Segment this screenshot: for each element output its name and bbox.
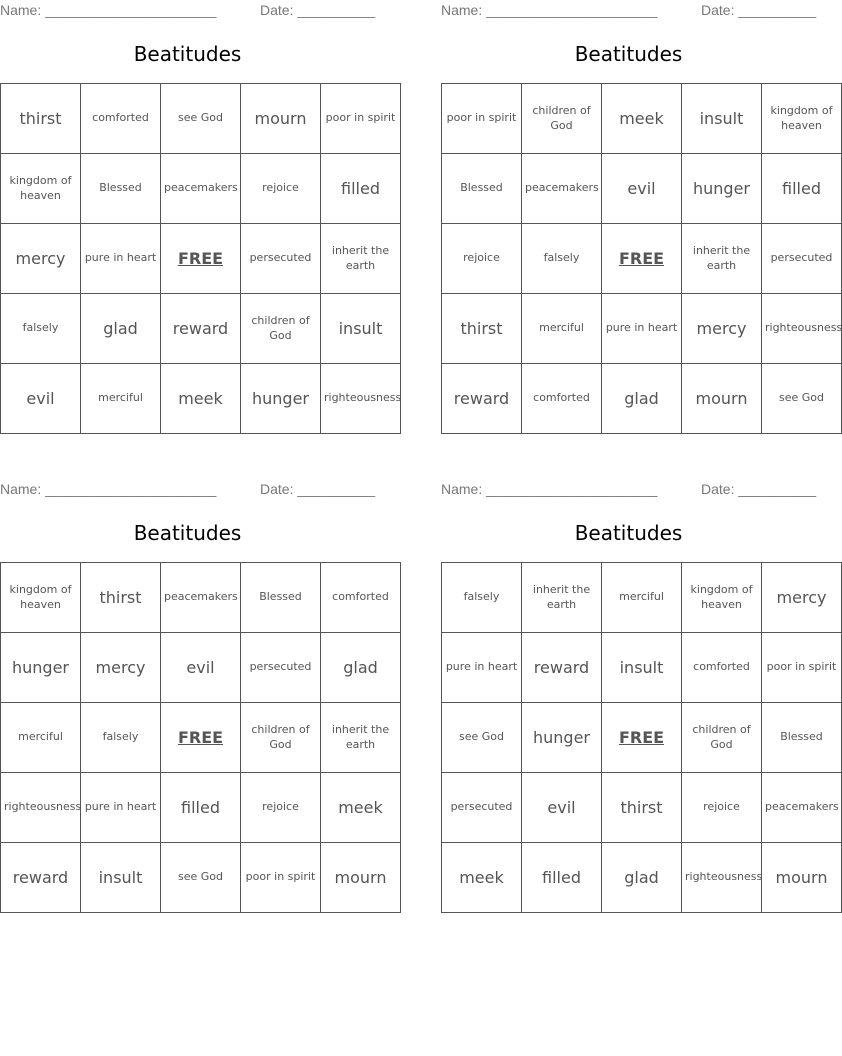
free-space[interactable]: FREE <box>161 224 241 294</box>
bingo-cell[interactable]: mourn <box>321 843 401 913</box>
bingo-cell[interactable]: mourn <box>762 843 842 913</box>
bingo-cell[interactable]: comforted <box>81 84 161 154</box>
bingo-cell[interactable]: filled <box>522 843 602 913</box>
bingo-cell[interactable]: peacemakers <box>161 154 241 224</box>
bingo-cell[interactable]: see God <box>762 364 842 434</box>
bingo-cell[interactable]: meek <box>161 364 241 434</box>
grid-row <box>442 84 842 154</box>
grid-row <box>442 703 842 773</box>
bingo-cell[interactable]: poor in spirit <box>321 84 401 154</box>
bingo-cell[interactable]: mercy <box>762 563 842 633</box>
bingo-cell[interactable]: poor in spirit <box>241 843 321 913</box>
bingo-cell[interactable]: falsely <box>522 224 602 294</box>
bingo-cell[interactable]: Blessed <box>762 703 842 773</box>
bingo-cell[interactable]: pure in heart <box>442 633 522 703</box>
bingo-cell[interactable]: filled <box>161 773 241 843</box>
bingo-cell[interactable]: children of God <box>682 703 762 773</box>
bingo-cell[interactable]: glad <box>602 843 682 913</box>
bingo-cell[interactable]: persecuted <box>442 773 522 843</box>
bingo-cell[interactable]: meek <box>602 84 682 154</box>
date-field[interactable]: Date: __________ <box>260 481 376 497</box>
grid-row <box>1 224 401 294</box>
grid-row <box>1 84 401 154</box>
bingo-cell[interactable]: evil <box>1 364 81 434</box>
bingo-cell[interactable]: peacemakers <box>161 563 241 633</box>
bingo-cell[interactable]: Blessed <box>442 154 522 224</box>
bingo-grid <box>0 562 401 913</box>
grid-row <box>442 563 842 633</box>
date-field[interactable]: Date: __________ <box>701 2 817 18</box>
grid-row <box>1 633 401 703</box>
bingo-cell[interactable]: reward <box>161 294 241 364</box>
name-field[interactable]: Name: ______________________ <box>0 481 217 497</box>
bingo-cell[interactable]: falsely <box>442 563 522 633</box>
bingo-cell[interactable]: kingdom of heaven <box>682 563 762 633</box>
bingo-cell[interactable]: see God <box>442 703 522 773</box>
bingo-cell[interactable]: falsely <box>81 703 161 773</box>
grid-row <box>442 773 842 843</box>
bingo-cell[interactable]: insult <box>81 843 161 913</box>
bingo-cell[interactable]: mercy <box>1 224 81 294</box>
bingo-cell[interactable]: evil <box>602 154 682 224</box>
grid-row <box>442 364 842 434</box>
bingo-cell[interactable]: thirst <box>602 773 682 843</box>
bingo-grid <box>0 83 401 434</box>
bingo-cell[interactable]: hunger <box>1 633 81 703</box>
date-field[interactable]: Date: __________ <box>701 481 817 497</box>
bingo-cell[interactable]: evil <box>161 633 241 703</box>
bingo-cell[interactable]: insult <box>602 633 682 703</box>
bingo-cell[interactable]: peacemakers <box>762 773 842 843</box>
bingo-cell[interactable]: rejoice <box>241 154 321 224</box>
bingo-cell[interactable]: Blessed <box>241 563 321 633</box>
bingo-cell[interactable]: meek <box>321 773 401 843</box>
bingo-cell[interactable]: evil <box>522 773 602 843</box>
bingo-cell[interactable]: merciful <box>1 703 81 773</box>
bingo-cell[interactable]: insult <box>321 294 401 364</box>
bingo-cell[interactable]: comforted <box>321 563 401 633</box>
free-space[interactable]: FREE <box>602 224 682 294</box>
bingo-cell[interactable]: thirst <box>442 294 522 364</box>
bingo-cell[interactable]: persecuted <box>762 224 842 294</box>
bingo-card-3 <box>0 479 390 911</box>
bingo-cell[interactable]: children of God <box>241 703 321 773</box>
card-title: Beatitudes <box>133 521 242 545</box>
bingo-cell[interactable]: kingdom of heaven <box>762 84 842 154</box>
bingo-cell[interactable]: see God <box>161 84 241 154</box>
bingo-cell[interactable]: see God <box>161 843 241 913</box>
bingo-cell[interactable]: persecuted <box>241 224 321 294</box>
card-title: Beatitudes <box>574 42 683 66</box>
bingo-card-2 <box>441 0 842 432</box>
bingo-cell[interactable]: inherit the earth <box>522 563 602 633</box>
bingo-cell[interactable]: comforted <box>682 633 762 703</box>
bingo-card-4 <box>441 479 839 911</box>
bingo-cell[interactable]: hunger <box>682 154 762 224</box>
bingo-cell[interactable]: thirst <box>81 563 161 633</box>
bingo-cell[interactable]: kingdom of heaven <box>1 154 81 224</box>
bingo-card-1 <box>0 0 402 432</box>
bingo-cell[interactable]: righteousness <box>321 364 401 434</box>
bingo-cell[interactable]: righteousness <box>762 294 842 364</box>
bingo-cell[interactable]: merciful <box>81 364 161 434</box>
free-space[interactable]: FREE <box>602 703 682 773</box>
grid-row <box>1 563 401 633</box>
bingo-cell[interactable]: thirst <box>1 84 81 154</box>
bingo-cell[interactable]: rejoice <box>442 224 522 294</box>
bingo-cell[interactable]: comforted <box>522 364 602 434</box>
grid-row <box>1 154 401 224</box>
bingo-cell[interactable]: mourn <box>682 364 762 434</box>
bingo-cell[interactable]: filled <box>762 154 842 224</box>
bingo-cell[interactable]: righteousness <box>1 773 81 843</box>
bingo-cell[interactable]: rejoice <box>241 773 321 843</box>
bingo-cell[interactable]: glad <box>81 294 161 364</box>
bingo-cell[interactable]: children of God <box>241 294 321 364</box>
bingo-cell[interactable]: poor in spirit <box>442 84 522 154</box>
free-space[interactable]: FREE <box>161 703 241 773</box>
bingo-cell[interactable]: rejoice <box>682 773 762 843</box>
bingo-cell[interactable]: mourn <box>241 84 321 154</box>
bingo-cell[interactable]: kingdom of heaven <box>1 563 81 633</box>
bingo-cell[interactable]: inherit the earth <box>682 224 762 294</box>
bingo-cell[interactable]: mercy <box>682 294 762 364</box>
bingo-cell[interactable]: glad <box>602 364 682 434</box>
bingo-cell[interactable]: poor in spirit <box>762 633 842 703</box>
bingo-cell[interactable]: filled <box>321 154 401 224</box>
bingo-cell[interactable]: inherit the earth <box>321 703 401 773</box>
bingo-cell[interactable]: merciful <box>602 563 682 633</box>
bingo-cell[interactable]: righteousness <box>682 843 762 913</box>
bingo-grid <box>441 83 842 434</box>
date-field[interactable]: Date: __________ <box>260 2 376 18</box>
grid-row <box>1 773 401 843</box>
grid-row <box>442 843 842 913</box>
grid-row <box>1 843 401 913</box>
grid-row <box>1 703 401 773</box>
bingo-cell[interactable]: persecuted <box>241 633 321 703</box>
grid-row <box>442 154 842 224</box>
bingo-cell[interactable]: pure in heart <box>81 224 161 294</box>
bingo-cell[interactable]: falsely <box>1 294 81 364</box>
bingo-cell[interactable]: reward <box>522 633 602 703</box>
bingo-cell[interactable]: peacemakers <box>522 154 602 224</box>
grid-row <box>1 294 401 364</box>
bingo-cell[interactable]: pure in heart <box>81 773 161 843</box>
card-title: Beatitudes <box>133 42 242 66</box>
bingo-cell[interactable]: glad <box>321 633 401 703</box>
grid-row <box>1 364 401 434</box>
card-title: Beatitudes <box>574 521 683 545</box>
bingo-cell[interactable]: merciful <box>522 294 602 364</box>
bingo-cell[interactable]: hunger <box>522 703 602 773</box>
name-field[interactable]: Name: ______________________ <box>0 2 217 18</box>
grid-row <box>442 224 842 294</box>
grid-row <box>442 294 842 364</box>
name-field[interactable]: Name: ______________________ <box>441 481 658 497</box>
bingo-cell[interactable]: insult <box>682 84 762 154</box>
bingo-cell[interactable]: Blessed <box>81 154 161 224</box>
bingo-cell[interactable]: children of God <box>522 84 602 154</box>
bingo-cell[interactable]: mercy <box>81 633 161 703</box>
grid-row <box>442 633 842 703</box>
bingo-cell[interactable]: meek <box>442 843 522 913</box>
bingo-cell[interactable]: hunger <box>241 364 321 434</box>
bingo-grid <box>441 562 842 913</box>
bingo-cell[interactable]: reward <box>442 364 522 434</box>
bingo-cell[interactable]: reward <box>1 843 81 913</box>
bingo-cell[interactable]: inherit the earth <box>321 224 401 294</box>
name-field[interactable]: Name: ______________________ <box>441 2 658 18</box>
bingo-cell[interactable]: pure in heart <box>602 294 682 364</box>
